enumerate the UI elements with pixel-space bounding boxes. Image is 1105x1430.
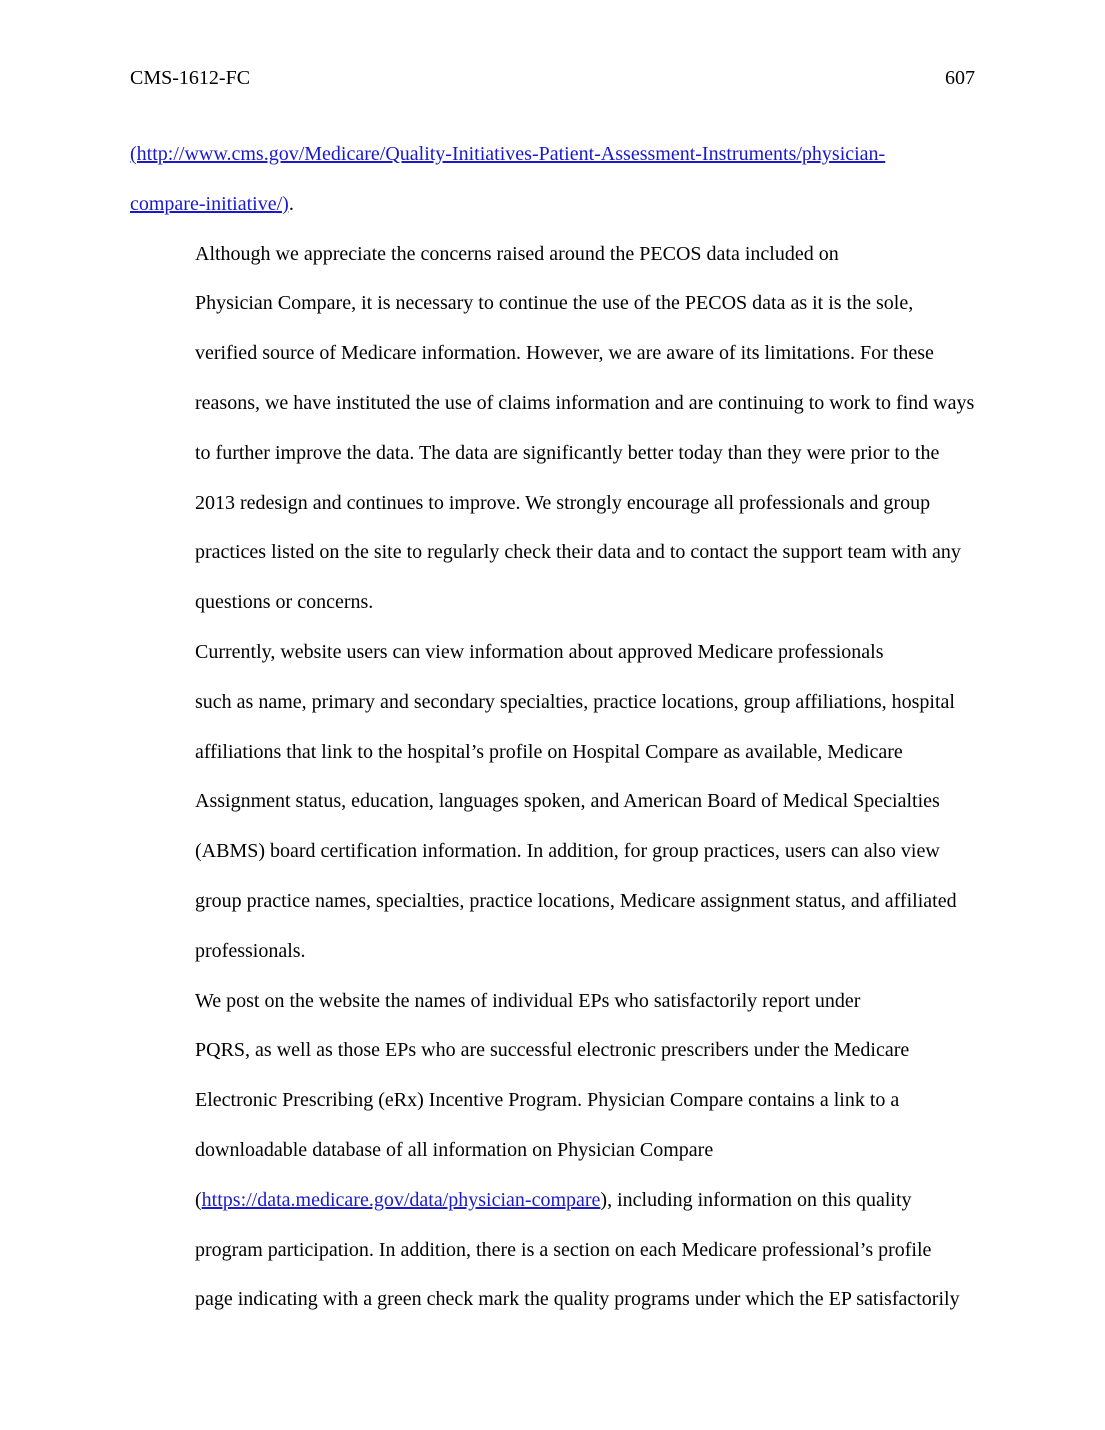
text-line: verified source of Medicare information. However, we are aware of its limitations. For these [195,342,934,365]
text-line: to further improve the data. The data are significantly better today than they were prior to the [195,441,940,464]
text-line: Physician Compare, it is necessary to continue the use of the PECOS data as it is the sole, [195,292,914,315]
text-line: program participation. In addition, there is a section on each Medicare professional’s profile [195,1238,932,1261]
paragraph-link-continuation [130,130,975,230]
document-id: CMS-1612-FC [130,67,251,89]
text-line: 2013 redesign and continues to improve. We strongly encourage all professionals and group [195,491,931,514]
text-line [130,130,975,180]
text-line [130,1176,975,1226]
paragraph-website-info [130,628,975,977]
text-line: practices listed on the site to regularly check their data and to contact the support team with any [195,541,961,564]
text-line: professionals. [195,939,306,962]
text-line: affiliations that link to the hospital’s profile on Hospital Compare as available, Medicare [195,740,903,763]
text-line: Assignment status, education, languages spoken, and American Board of Medical Specialties [195,790,940,813]
data-medicare-physician-compare-link[interactable]: https://data.medicare.gov/data/physician-compare [201,1188,601,1211]
text-line: downloadable database of all information on Physician Compare [195,1138,714,1161]
text-line: reasons, we have instituted the use of claims information and are continuing to work to find ways [195,391,975,414]
link-trailing-text: ), including information on this quality [600,1188,912,1211]
link-tail-punctuation: . [288,192,294,215]
text-line: page indicating with a green check mark the quality programs under which the EP satisfactorily [195,1288,960,1311]
page-number: 607 [945,67,975,89]
text-line: Electronic Prescribing (eRx) Incentive Program. Physician Compare contains a link to a [195,1089,900,1112]
text-line: (ABMS) board certification information. In addition, for group practices, users can also view [195,840,940,863]
cms-physician-compare-link[interactable]: (http://www.cms.gov/Medicare/Quality-Initiatives-Patient-Assessment-Instruments/physician- [130,143,886,165]
text-line: PQRS, as well as those EPs who are successful electronic prescribers under the Medicare [195,1039,910,1062]
paragraph-quality-programs [130,977,975,1326]
paragraph-pecos [130,230,975,628]
text-line: Currently, website users can view information about approved Medicare professionals [195,640,884,663]
text-line: questions or concerns. [195,591,374,614]
document-body [130,130,975,1325]
text-line: such as name, primary and secondary specialties, practice locations, group affiliations, hospital [195,690,955,713]
cms-physician-compare-link-continued[interactable]: compare-initiative/) [130,192,289,215]
link-open-paren: ( [195,1188,202,1211]
text-line: We post on the website the names of individual EPs who satisfactorily report under [195,989,861,1012]
text-line: group practice names, specialties, practice locations, Medicare assignment status, and affiliated [195,889,957,912]
page-header [130,66,975,90]
text-line [130,180,975,230]
text-line: Although we appreciate the concerns raised around the PECOS data included on [195,242,839,265]
